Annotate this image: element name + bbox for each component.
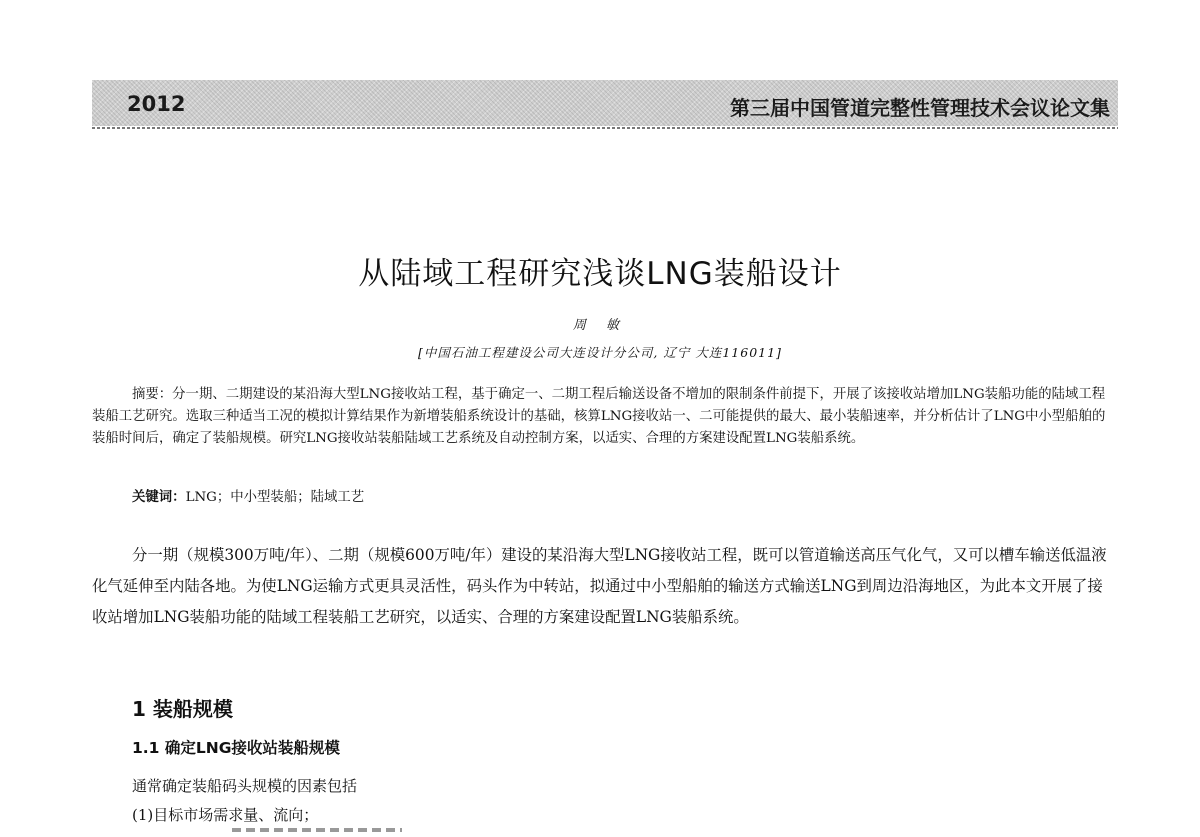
header-journal-title: 第三届中国管道完整性管理技术会议论文集 — [730, 96, 1110, 120]
author-name: 周 敏 — [572, 318, 628, 333]
body-text-line: 通常确定装船码头规模的因素包括 — [132, 777, 358, 795]
subsection-heading: 1.1 确定LNG接收站装船规模 — [132, 739, 340, 757]
keywords-label: 关键词： — [132, 489, 186, 505]
section-heading: 1 装船规模 — [132, 697, 233, 721]
keywords-text: LNG；中小型装船；陆域工艺 — [185, 490, 365, 505]
header-year: 2012 — [127, 92, 186, 116]
body-list-item: (1)目标市场需求量、流向； — [132, 806, 319, 824]
author-affiliation: [中国石油工程建设公司大连设计分公司, 辽宁 大连116011] — [418, 345, 782, 360]
keywords-line — [132, 486, 364, 505]
cut-off-text-line — [232, 828, 402, 832]
intro-paragraph: 分一期（规模300万吨/年）、二期（规模600万吨/年）建设的某沿海大型LNG接收站工程，既可以管道输送高压气化气，又可以槽车输送低温液化气延伸至内陆各地。为使LNG运输方式更具灵活性，码头作为中转站，拟通过中小型船舶的输送方式输送LNG到周边沿海地区，为此本文开展了接收站增加LNG装船功能的陆域工程装船工艺研究，以适实、合理的方案建设配置LNG装船系统。 — [92, 546, 1107, 626]
header-divider — [92, 127, 1118, 129]
abstract-paragraph: 摘要：分一期、二期建设的某沿海大型LNG接收站工程，基于确定一、二期工程后输送设备不增加的限制条件前提下，开展了该接收站增加LNG装船功能的陆域工程装船工艺研究。选取三种适当工况的模拟计算结果作为新增装船系统设计的基础，核算LNG接收站一、二可能提供的最大、最小装船速率，并分析估计了LNG中小型船舶的装船时间后，确定了装船规模。研究LNG接收站装船陆域工艺系统及自动控制方案，以适实、合理的方案建设配置LNG装船系统。 — [92, 387, 1106, 446]
paper-title: 从陆域工程研究浅谈LNG装船设计 — [358, 256, 842, 292]
